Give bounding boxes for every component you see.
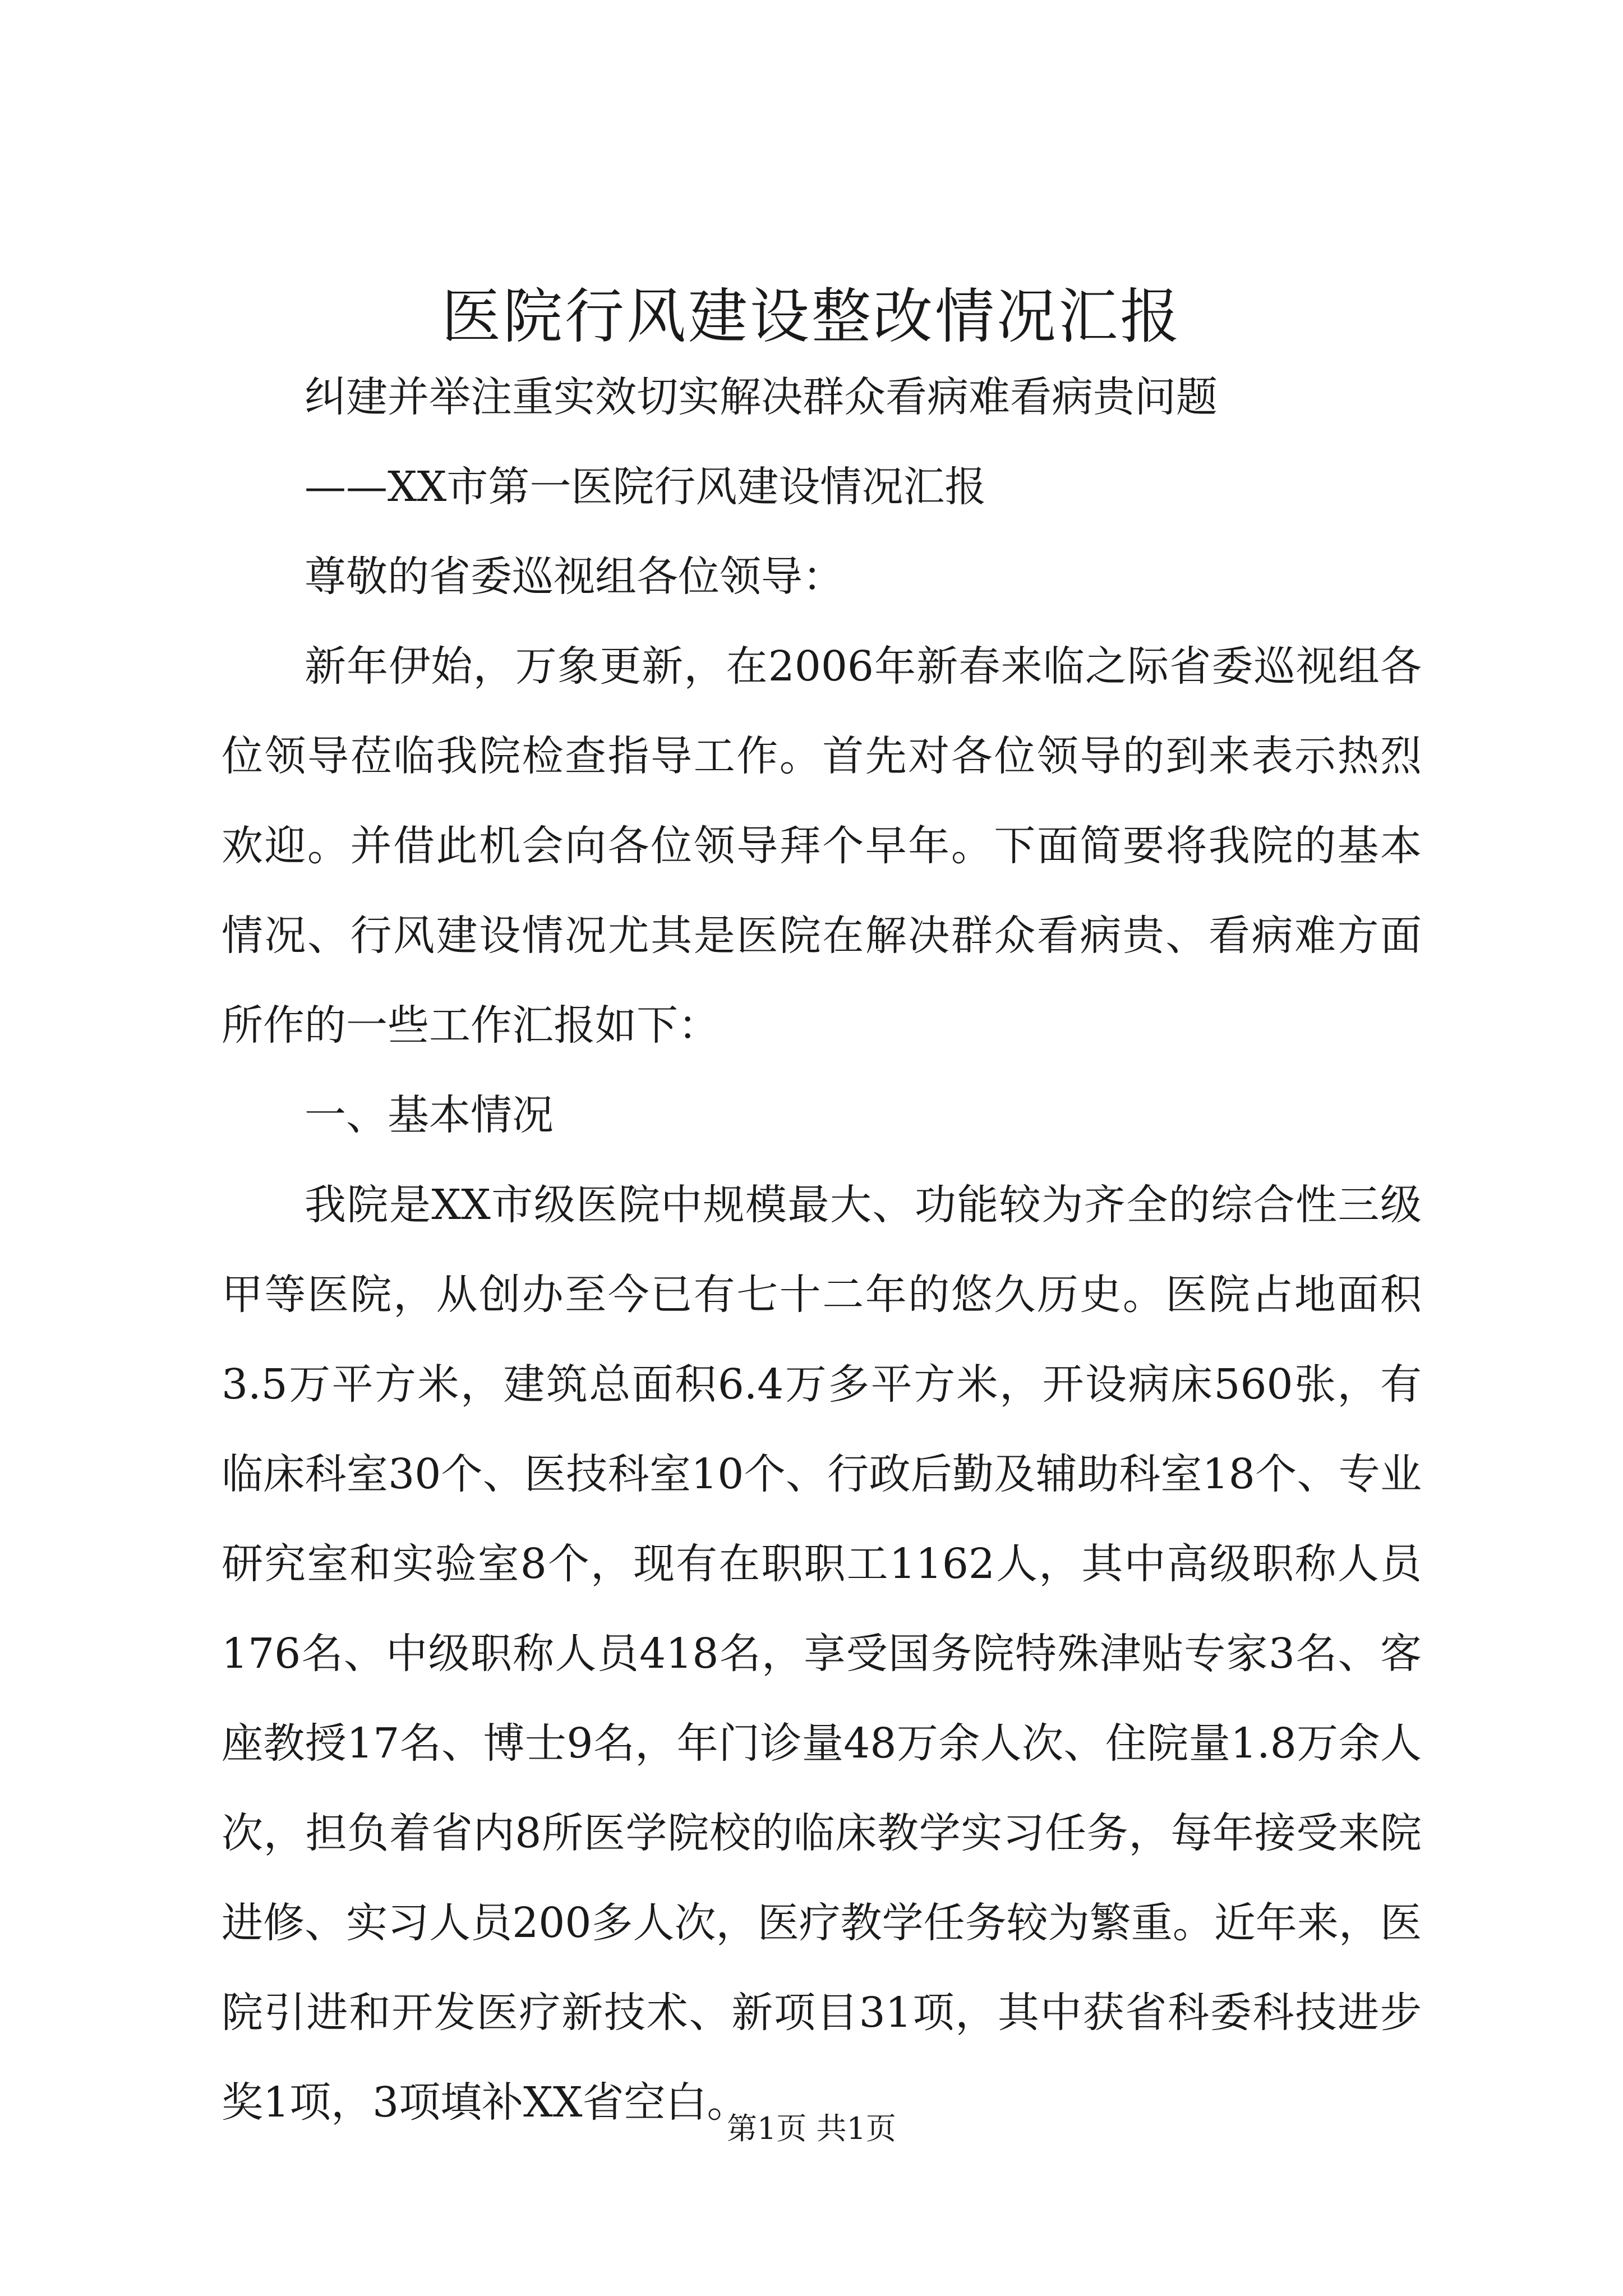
salutation-paragraph: 尊敬的省委巡视组各位领导： <box>305 553 844 601</box>
document-body <box>222 352 1422 2147</box>
basic-info-paragraph: 我院是XX市级医院中规模最大、功能较为齐全的综合性三级甲等医院，从创办至今已有七十二年的悠久历史。医院占地面积3.5万平方米，建筑总面积6.4万多平方米，开设病床560张，有临床科室30个、医技科室10个、行政后勤及辅助科室18个、专业研究室和实验室8个，现有在职职工1162人，其中高级职称人员176名、中级职称人员418名，享受国务院特殊津贴专家3名、客座教授17名、博士9名，年门诊量48万余人次、住院量1.8万余人次，担负着省内8所医学院校的临床教学实习任务，每年接受来院进修、实习人员200多人次，医疗教学任务较为繁重。近年来，医院引进和开发医疗新技术、新项目31项，其中获省科委科技进步奖1项，3项填补XX省空白。 <box>222 1181 1422 2127</box>
subtitle-report-line: ——XX市第一医院行风建设情况汇报 <box>305 463 986 511</box>
intro-paragraph: 新年伊始，万象更新，在2006年新春来临之际省委巡视组各位领导莅临我院检查指导工作。首先对各位领导的到来表示热烈欢迎。并借此机会向各位领导拜个早年。下面简要将我院的基本情况、行风建设情况尤其是医院在解决群众看病贵、看病难方面所作的一些工作汇报如下： <box>222 642 1422 1050</box>
section-heading: 一、基本情况 <box>305 1091 554 1139</box>
subtitle-paragraph: 纠建并举注重实效切实解决群众看病难看病贵问题 <box>305 373 1218 421</box>
document-title: 医院行风建设整改情况汇报 <box>441 282 1182 351</box>
page-footer: 第1页 共1页 <box>727 2111 896 2146</box>
